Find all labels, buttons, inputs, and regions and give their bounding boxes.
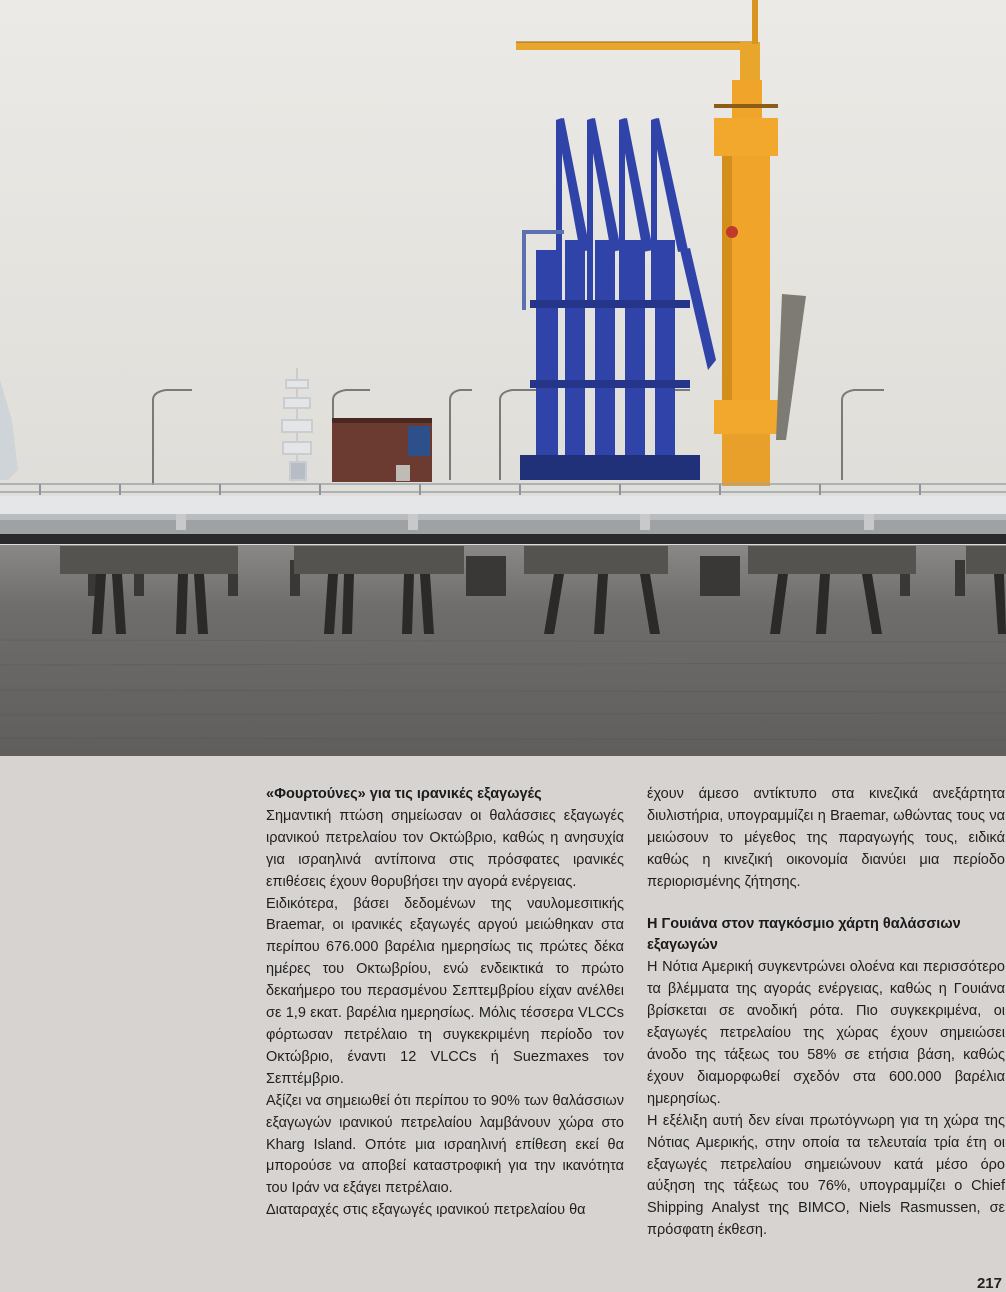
article-left-column bbox=[266, 784, 624, 1222]
section-heading-guyana: Η Γουιάνα στον παγκόσμιο χάρτη θαλάσσιων εξαγωγών bbox=[647, 915, 961, 954]
sky bbox=[0, 0, 1006, 560]
hut bbox=[332, 418, 432, 482]
paragraph-continued: έχουν άμεσο αντίκτυπο στα κινεζικά ανεξάρτητα διυλιστήρια, υπογραμμίζει η Braemar, ωθώντας τους να μειώσουν το μέγεθος της παραγωγής τους, ειδικά καθώς η κινεζική οικονομία διανύει μια περίοδο περιορισμένης ζήτησης. bbox=[647, 786, 1005, 890]
pier-caps bbox=[60, 546, 1006, 574]
paragraph: Σημαντική πτώση σημείωσαν οι θαλάσσιες εξαγωγές ιρανικού πετρελαίου τον Οκτώβριο, καθώς η ανησυχία για ισραηλινά αντίποινα στις πρόσφατες ιρανικές επιθέσεις έχουν θορυβήσει την αγορά ενέργειας. bbox=[266, 807, 624, 890]
paragraph: Διαταραχές στις εξαγωγές ιρανικού πετρελαίου θα bbox=[266, 1202, 586, 1219]
paragraph: Ειδικότερα, βάσει δεδομένων της ναυλομεσιτικής Braemar, οι ιρανικές εξαγωγές αργού μειώθηκαν στα περίπου 676.000 βαρέλια ημερησίως τις πρώτες δέκα ημέρες του Οκτωβρίου, ενώ ενδεικτικά το πρώτο δεκαήμερο του περασμένου Σεπτεμβρίου είχαν ανέλθει σε 1,9 εκατ. βαρέλια ημερησίως. Μόλις τέσσερα VLCCs φόρτωσαν πετρέλαιο τη συγκεκριμένη περίοδο τον Οκτώβριο, έναντι 12 VLCCs ή Suezmaxes τον Σεπτέμβριο. bbox=[266, 895, 624, 1087]
pipeline-deck bbox=[0, 496, 1006, 544]
paragraph: Η εξέλιξη αυτή δεν είναι πρωτόγνωρη για τη χώρα της Νότιας Αμερικής, στην οποία τα τελευταία τρία έτη οι εξαγωγές πετρελαίου σημειώνουν κατά μέσο όρο αύξηση της τάξεως του 76%, υπογραμμίζει ο Chief Shipping Analyst της BIMCO, Niels Rasmussen, σε πρόσφατη έκθεση. bbox=[647, 1112, 1005, 1239]
paragraph: Αξίζει να σημειωθεί ότι περίπου το 90% των θαλάσσιων εξαγωγών ιρανικού πετρελαίου λαμβάνουν χώρα στο Kharg Island. Οπότε μια ισραηλινή επίθεση εκεί θα μπορούσε να αποβεί καταστροφική για την ικανότητα του Ιράν να εξάγει πετρέλαιο. bbox=[266, 1092, 624, 1197]
article-right-column bbox=[647, 784, 1005, 1242]
paragraph: Η Νότια Αμερική συγκεντρώνει ολοένα και περισσότερο τα βλέμματα της αγοράς ενέργειας, καθώς η Γουιάνα βρίσκεται σε ανοδική ρότα. Πιο συγκεκριμένα, οι εξαγωγές πετρελαίου της χώρας έχουν σημειώσει άνοδο της τάξεως του 58% σε ετήσια βάση, καθώς έχουν διαμορφωθεί σχεδόν στα 600.000 βαρέλια ημερησίως. bbox=[647, 959, 1005, 1107]
page-number: 217 bbox=[976, 1275, 1002, 1292]
section-heading-iran-exports: «Φουρτούνες» για τις ιρανικές εξαγωγές bbox=[266, 786, 542, 802]
